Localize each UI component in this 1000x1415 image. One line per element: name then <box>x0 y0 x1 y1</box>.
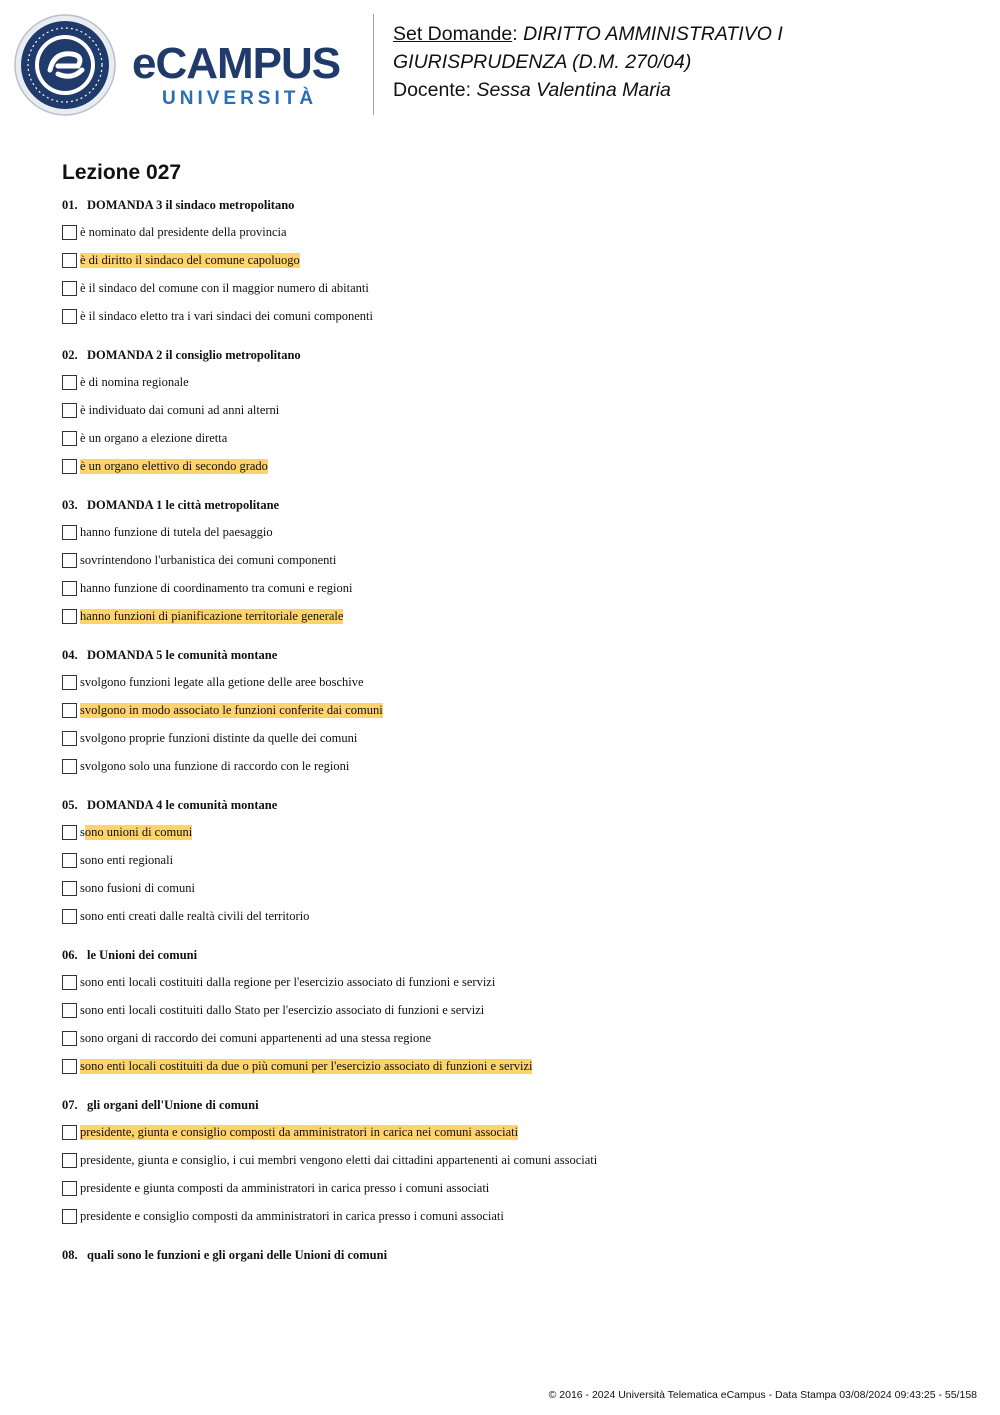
question-text: le Unioni dei comuni <box>87 948 198 962</box>
question-number: 07. <box>62 1098 78 1112</box>
answer-text: sono enti regionali <box>80 853 174 867</box>
question-number: 03. <box>62 498 78 512</box>
lesson-title: Lezione 027 <box>62 161 182 184</box>
logo-wordmark: eCAMPUS <box>132 39 341 88</box>
checkbox-icon <box>62 403 77 418</box>
checkbox-icon <box>62 609 77 624</box>
question-number: 08. <box>62 1248 78 1262</box>
checkbox-icon <box>62 309 77 324</box>
question-block <box>62 1246 962 1264</box>
checkbox-icon <box>62 525 77 540</box>
answer-option <box>62 1207 962 1226</box>
answer-text: è un organo a elezione diretta <box>80 431 228 445</box>
page-footer: © 2016 - 2024 Università Telematica eCampus - Data Stampa 03/08/2024 09:43:25 - 55/158 <box>548 1389 977 1401</box>
answer-option <box>62 729 962 748</box>
answer-option <box>62 701 962 720</box>
checkbox-icon <box>62 581 77 596</box>
answer-option <box>62 457 962 476</box>
answer-text-highlighted: sono enti locali costituiti da due o più comuni per l'esercizio associato di funzioni e servizi <box>80 1059 533 1073</box>
checkbox-icon <box>62 825 77 840</box>
set-label: Set Domande <box>393 23 513 45</box>
question-block <box>62 796 962 926</box>
answer-text-highlighted: è di diritto il sindaco del comune capoluogo <box>80 253 300 267</box>
answer-option <box>62 851 962 870</box>
checkbox-icon <box>62 375 77 390</box>
checkbox-icon <box>62 431 77 446</box>
answer-text: presidente e giunta composti da amministratori in carica presso i comuni associati <box>80 1181 490 1195</box>
answer-text: svolgono proprie funzioni distinte da quelle dei comuni <box>80 731 358 745</box>
question-title <box>62 796 962 814</box>
checkbox-icon <box>62 1003 77 1018</box>
answer-option <box>62 307 962 326</box>
logo-subtitle: UNIVERSITÀ <box>162 88 318 109</box>
answer-text: sovrintendono l'urbanistica dei comuni componenti <box>80 553 337 567</box>
checkbox-icon <box>62 975 77 990</box>
header-divider <box>373 14 374 115</box>
question-title <box>62 346 962 364</box>
answer-text-highlighted: è un organo elettivo di secondo grado <box>80 459 268 473</box>
answer-text: è individuato dai comuni ad anni alterni <box>80 403 280 417</box>
answer-option <box>62 251 962 270</box>
question-text: DOMANDA 1 le città metropolitane <box>87 498 280 512</box>
page-header <box>0 0 1000 130</box>
answer-text: è il sindaco eletto tra i vari sindaci dei comuni componenti <box>80 309 373 323</box>
answer-option <box>62 223 962 242</box>
checkbox-icon <box>62 1181 77 1196</box>
question-title <box>62 646 962 664</box>
question-text: DOMANDA 5 le comunità montane <box>87 648 278 662</box>
question-text: DOMANDA 3 il sindaco metropolitano <box>87 198 295 212</box>
checkbox-icon <box>62 703 77 718</box>
checkbox-icon <box>62 1153 77 1168</box>
question-title <box>62 946 962 964</box>
question-block <box>62 946 962 1076</box>
answer-text: sono fusioni di comuni <box>80 881 195 895</box>
checkbox-icon <box>62 1031 77 1046</box>
question-block <box>62 346 962 476</box>
checkbox-icon <box>62 553 77 568</box>
answer-option <box>62 757 962 776</box>
question-block <box>62 196 962 326</box>
answer-text: hanno funzione di tutela del paesaggio <box>80 525 273 539</box>
answer-text: è il sindaco del comune con il maggior numero di abitanti <box>80 281 369 295</box>
answer-text-highlighted: hanno funzioni di pianificazione territoriale generale <box>80 609 344 623</box>
answer-option <box>62 1001 962 1020</box>
question-number: 05. <box>62 798 78 812</box>
question-number: 01. <box>62 198 78 212</box>
answer-option <box>62 279 962 298</box>
answer-text-highlighted: ono unioni di comuni <box>84 825 193 839</box>
answer-text: svolgono funzioni legate alla getione delle aree boschive <box>80 675 364 689</box>
question-block <box>62 646 962 776</box>
teacher-name: Sessa Valentina Maria <box>476 79 671 101</box>
question-block <box>62 496 962 626</box>
answer-text-highlighted: svolgono in modo associato le funzioni conferite dai comuni <box>80 703 383 717</box>
checkbox-icon <box>62 459 77 474</box>
answer-text: presidente, giunta e consiglio, i cui membri vengono eletti dai cittadini appartenenti ai comuni associati <box>80 1153 598 1167</box>
question-title <box>62 1246 962 1264</box>
question-title <box>62 196 962 214</box>
checkbox-icon <box>62 253 77 268</box>
header-info: Set Domande: DIRITTO AMMINISTRATIVO I GIURISPRUDENZA (D.M. 270/04) Docente: Sessa Valentina Maria <box>393 23 783 101</box>
answer-option <box>62 373 962 392</box>
checkbox-icon <box>62 281 77 296</box>
answer-option <box>62 551 962 570</box>
answer-option <box>62 907 962 926</box>
checkbox-icon <box>62 1059 77 1074</box>
answer-text: sono enti creati dalle realtà civili del territorio <box>80 909 310 923</box>
ecampus-seal-icon <box>14 14 116 116</box>
answer-text-prefix: s <box>80 825 85 839</box>
answer-text: svolgono solo una funzione di raccordo con le regioni <box>80 759 350 773</box>
checkbox-icon <box>62 909 77 924</box>
answer-option <box>62 879 962 898</box>
question-list <box>62 196 962 1284</box>
answer-text: sono enti locali costituiti dalla regione per l'esercizio associato di funzioni e servizi <box>80 975 496 989</box>
checkbox-icon <box>62 1209 77 1224</box>
question-text: quali sono le funzioni e gli organi delle Unioni di comuni <box>87 1248 388 1262</box>
answer-option <box>62 1151 962 1170</box>
checkbox-icon <box>62 759 77 774</box>
checkbox-icon <box>62 1125 77 1140</box>
answer-option <box>62 607 962 626</box>
question-text: DOMANDA 2 il consiglio metropolitano <box>87 348 301 362</box>
answer-option <box>62 429 962 448</box>
answer-option <box>62 1123 962 1142</box>
answer-option <box>62 973 962 992</box>
course-line-1: DIRITTO AMMINISTRATIVO I <box>523 23 783 45</box>
teacher-label: Docente <box>393 79 466 101</box>
question-title <box>62 1096 962 1114</box>
answer-option <box>62 1029 962 1048</box>
answer-option <box>62 579 962 598</box>
answer-text: sono organi di raccordo dei comuni appartenenti ad una stessa regione <box>80 1031 432 1045</box>
answer-text-highlighted: presidente, giunta e consiglio composti da amministratori in carica nei comuni associati <box>80 1125 519 1139</box>
answer-option <box>62 673 962 692</box>
question-number: 04. <box>62 648 78 662</box>
question-text: gli organi dell'Unione di comuni <box>87 1098 259 1112</box>
answer-option <box>62 1057 962 1076</box>
checkbox-icon <box>62 675 77 690</box>
question-number: 02. <box>62 348 78 362</box>
answer-option <box>62 823 962 842</box>
question-text: DOMANDA 4 le comunità montane <box>87 798 278 812</box>
course-line-2: GIURISPRUDENZA (D.M. 270/04) <box>393 51 692 73</box>
answer-text: è di nomina regionale <box>80 375 189 389</box>
answer-text: presidente e consiglio composti da amministratori in carica presso i comuni associati <box>80 1209 504 1223</box>
question-title <box>62 496 962 514</box>
answer-option <box>62 1179 962 1198</box>
answer-text: hanno funzione di coordinamento tra comuni e regioni <box>80 581 353 595</box>
checkbox-icon <box>62 225 77 240</box>
answer-text: sono enti locali costituiti dallo Stato per l'esercizio associato di funzioni e servizi <box>80 1003 485 1017</box>
checkbox-icon <box>62 853 77 868</box>
question-block <box>62 1096 962 1226</box>
question-number: 06. <box>62 948 78 962</box>
answer-text: è nominato dal presidente della provincia <box>80 225 287 239</box>
answer-option <box>62 401 962 420</box>
checkbox-icon <box>62 881 77 896</box>
checkbox-icon <box>62 731 77 746</box>
answer-option <box>62 523 962 542</box>
